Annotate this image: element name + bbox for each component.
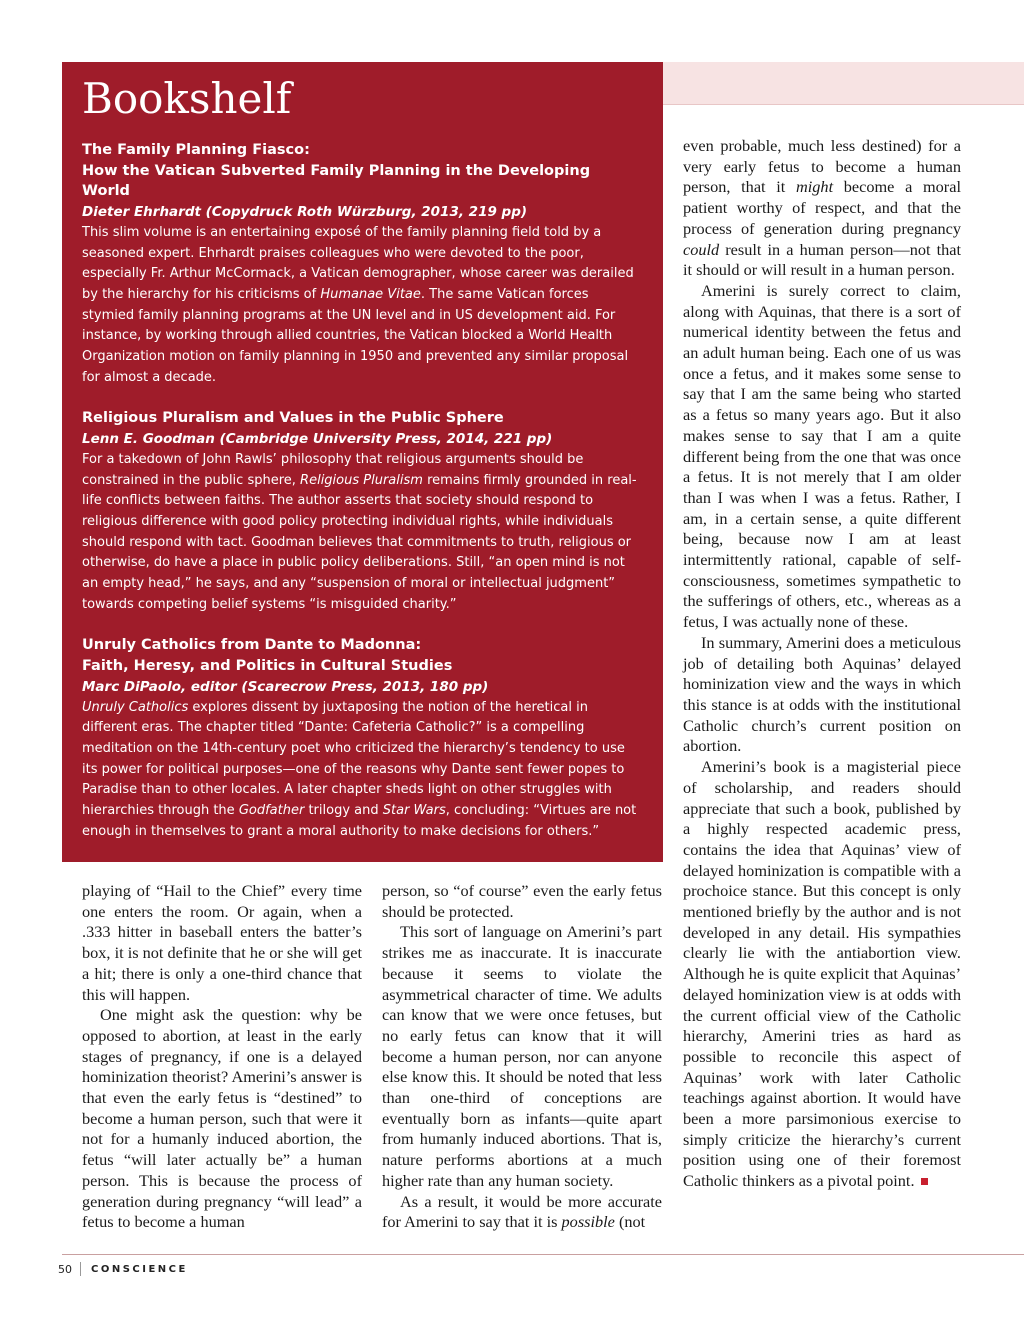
article-paragraph	[82, 1005, 362, 1233]
review-title: The Family Planning Fiasco:	[82, 142, 310, 158]
text-run: playing of “Hail to the Chief” every time one enters the room. Or again, when a .333 hitter in baseball enters the batter’s box, it is not definite that he or she will get a hit; there is only a one-third chance that this will happen.	[82, 881, 362, 1004]
review-body	[82, 450, 641, 616]
page-number: 50	[58, 1262, 72, 1276]
text-run: trilogy and	[304, 803, 383, 819]
article-paragraph	[683, 136, 961, 281]
italic-text: could	[683, 239, 720, 259]
text-run: explores dissent by juxtaposing the notion of the heretical in different eras. The chapter titled “Dante: Cafeteria Catholic?” is a compelling meditation on the 14th-century poet who criticized the hierarchy’s tendency to use its power for political purposes—one of the reasons why Dante sent fewer popes to Paradise than to other locales. A later chapter sheds light on other struggles with hierarchies through the	[82, 699, 625, 819]
review-title: Religious Pluralism and Values in the Public Sphere	[82, 410, 504, 427]
article-column-3	[683, 136, 961, 1192]
section-title: Bookshelf	[82, 74, 292, 123]
footer-divider	[80, 1262, 81, 1276]
text-run: For a takedown of John Rawls’ philosophy that religious arguments should be constrained in the public sphere,	[82, 451, 584, 488]
text-run: . The same Vatican forces stymied family planning programs at the UN level and in US development aid. For instance, by working through allied countries, the Vatican blocked a World Health Organization motion on family planning in 1950 and prevented any similar proposal for almost a decade.	[82, 286, 629, 385]
review-body	[82, 223, 641, 389]
review-author: Lenn E. Goodman (Cambridge University Press, 2014, 221 pp)	[82, 431, 553, 448]
review-body	[82, 698, 641, 843]
text-run: One might ask the question: why be opposed to abortion, at least in the early stages of pregnancy, if one is a delayed hominization theorist? Amerini’s answer is that even the early fetus is “destined” to become a human person, such that were it not for a humanly induced abortion, the fetus “will later actually be” a human person. This is because the process of generation during pregnancy “will lead” a fetus to become a human	[82, 1005, 362, 1232]
review-list	[82, 140, 641, 843]
article-column-2	[382, 881, 662, 1233]
text-run: Amerini’s book is a magisterial piece of scholarship, and readers should appreciate that such a book, published by a highly respected academic press, contains the idea that Aquinas’ view of delayed hominization is compatible with a prochoice stance. But this concept is only mentioned briefly by the author and is not developed in any detail. His sympathies clearly lie with the antiabortion view. Although he is quite explicit that Aquinas’ delayed hominization view is at odds with the current official view of the Catholic hierarchy, Amerini tries as hard as possible to reconcile this aspect of Aquinas’ work with later Catholic teachings against abortion. It would have been a more parsimonious exercise to simply criticize the hierarchy’s current position using one of their foremost Catholic thinkers as a pivotal point.	[683, 757, 961, 1191]
review-title: How the Vatican Subverted Family Planning in the Developing World	[82, 162, 591, 200]
article-paragraph	[683, 757, 961, 1192]
review-author: Dieter Ehrhardt (Copydruck Roth Würzburg, 2013, 219 pp)	[82, 204, 528, 221]
article-column-1	[82, 881, 362, 1233]
text-run: remains firmly grounded in real-life conflicts between faiths. The author asserts that society should respond to religious difference with good policy protecting individual rights, while individuals should respond with tact. Goodman believes that commitments to truth, religious or otherwise, do have a place in public policy deliberations. Still, “an open mind is not an empty head,” he says, and any “suspension of moral or intellectual judgment” towards competing belief systems “is misguided charity.”	[82, 472, 637, 612]
book-review	[82, 140, 641, 388]
article-paragraph	[82, 881, 362, 1005]
italic-text: Unruly Catholics	[82, 699, 189, 715]
text-run: This slim volume is an entertaining exposé of the family planning field told by a seasoned expert. Ehrhardt praises colleagues who were devoted to the poor, especially Fr. Arthur McCormack, a Vatican demographer, whose career was derailed by the hierarchy for his criticisms of	[82, 224, 634, 302]
italic-text: possible	[561, 1212, 615, 1232]
article-paragraph	[382, 881, 662, 922]
italic-text: Godfather	[238, 803, 305, 819]
text-run: even probable, much less destined) for a very early fetus to become a human person, that it	[683, 136, 961, 197]
article-paragraph	[382, 922, 662, 1191]
text-run: In summary, Amerini does a meticulous job of detailing both Aquinas’ delayed hominization view and the ways in which this stance is at odds with the institutional Catholic church’s current position on abortion.	[683, 632, 961, 756]
text-run: , concluding: “Virtues are not enough in themselves to grant a moral authority to make decisions for others.”	[82, 803, 637, 839]
text-run: (not	[614, 1212, 646, 1232]
article-paragraph	[382, 1192, 662, 1233]
italic-text: Star Wars	[382, 803, 446, 819]
italic-text: Religious Pluralism	[300, 472, 423, 488]
book-review	[82, 408, 641, 615]
italic-text: Humanae Vitae	[320, 286, 421, 302]
text-run: Amerini is surely correct to claim, along with Aquinas, that there is a sort of numerical identity between the fetus and an adult human being. Each one of us was once a fetus, and it makes some sense to say that I am the same being who started as a fetus so many years ago. But it also makes sense to say that I am a quite different being from the one that was once a fetus. It is not merely that I am older than I was when I was a fetus. Rather, I am, in a certain sense, a quite different being, because now I am at least intermittently rational, capable of self-consciousness, sometimes sympathetic to the sufferings of others, etc., whereas as a fetus, I was actually none of these.	[683, 280, 961, 632]
review-title: Faith, Heresy, and Politics in Cultural Studies	[82, 658, 453, 675]
text-run: As a result, it would be more accurate for Amerini to say that it is	[382, 1191, 662, 1232]
text-run: become a moral patient worthy of respect, and that the process of generation during pregnancy	[683, 177, 961, 238]
article-paragraph	[683, 281, 961, 633]
text-run: This sort of language on Amerini’s part strikes me as inaccurate. It is inaccurate because it seems to violate the asymmetrical character of time. We adults can know that we were once fetuses, but no early fetus can know that it will become a human person, nor can anyone else know this. It should be noted that less than one-third of conceptions are eventually born as infants—quite apart from humanly induced abortions. That is, nature performs abortions at a much higher rate than any human society.	[382, 922, 662, 1190]
footer-rule	[62, 1254, 1024, 1255]
end-mark-icon	[921, 1178, 928, 1185]
review-author: Marc DiPaolo, editor (Scarecrow Press, 2013, 180 pp)	[82, 678, 489, 695]
review-title: Unruly Catholics from Dante to Madonna:	[82, 637, 422, 654]
book-review	[82, 635, 641, 842]
text-run: person, so “of course” even the early fetus should be protected.	[382, 881, 662, 921]
bookshelf-box	[62, 62, 663, 862]
italic-text: might	[796, 177, 834, 197]
magazine-name: CONSCIENCE	[91, 1263, 188, 1275]
text-run: result in a human person—not that it should or will result in a human person.	[683, 239, 961, 280]
page-footer	[58, 1262, 188, 1276]
article-paragraph	[683, 633, 961, 757]
